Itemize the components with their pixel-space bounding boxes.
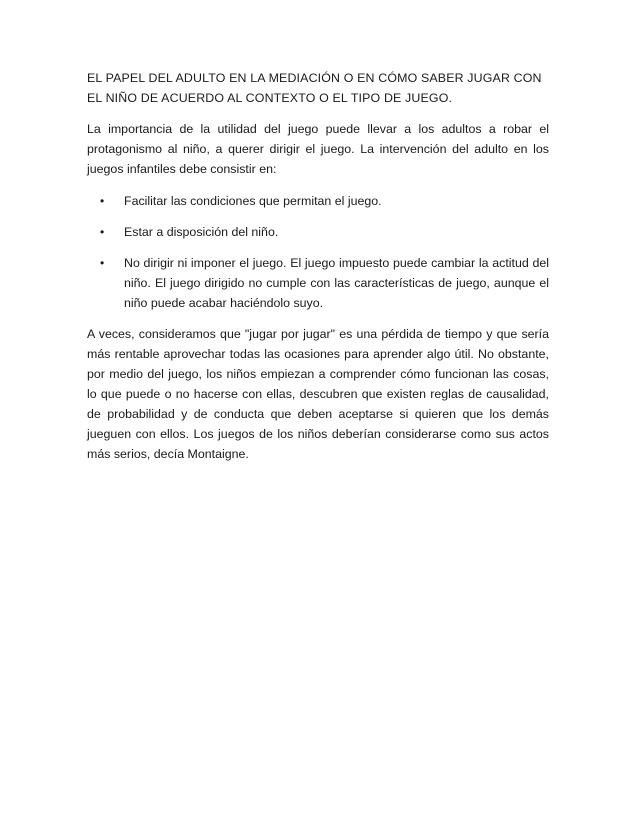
- bullet-list: [87, 191, 549, 313]
- closing-paragraph: A veces, consideramos que "jugar por jugar" es una pérdida de tiempo y que sería más rentable aprovechar todas las ocasiones para aprender algo útil. No obstante, por medio del juego, los niños empiezan a comprender cómo funcionan las cosas, lo que puede o no hacerse con ellas, descubren que existen reglas de causalidad, de probabilidad y de conducta que deben aceptarse si quieren que los demás jueguen con ellos. Los juegos de los niños deberían considerarse como sus actos más serios, decía Montaigne.: [87, 327, 549, 461]
- bullet-icon: •: [100, 225, 105, 239]
- list-item-text: No dirigir ni imponer el juego. El juego impuesto puede cambiar la actitud del niño. El juego dirigido no cumple con las características de juego, aunque el niño puede acabar haciéndolo suyo.: [124, 256, 549, 310]
- document-title: EL PAPEL DEL ADULTO EN LA MEDIACIÓN O EN CÓMO SABER JUGAR CON EL NIÑO DE ACUERDO AL CONTEXTO O EL TIPO DE JUEGO.: [87, 71, 542, 105]
- list-item: [87, 222, 549, 242]
- list-item-text: Estar a disposición del niño.: [124, 225, 279, 239]
- list-item-text: Facilitar las condiciones que permitan el juego.: [124, 194, 382, 208]
- bullet-icon: •: [100, 256, 105, 270]
- list-item: [87, 253, 549, 313]
- list-item: [87, 191, 549, 211]
- document-page: [87, 68, 549, 464]
- bullet-icon: •: [100, 194, 105, 208]
- intro-paragraph: La importancia de la utilidad del juego puede llevar a los adultos a robar el protagonismo al niño, a querer dirigir el juego. La intervención del adulto en los juegos infantiles debe consistir en:: [87, 122, 549, 176]
